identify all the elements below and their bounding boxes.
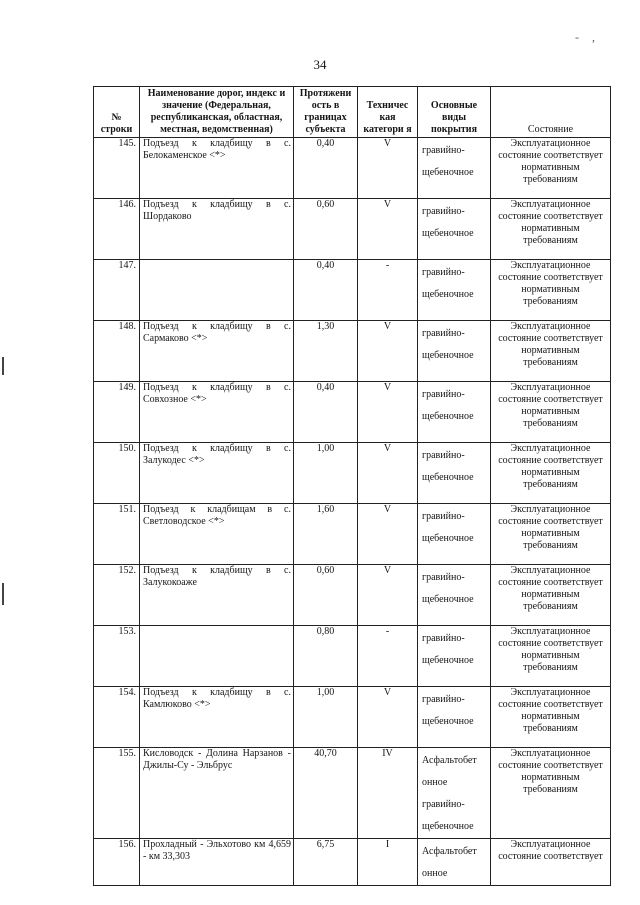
state-cell: Эксплуатационное состояние соответствует нормативным требованиям: [491, 382, 611, 443]
header-row-number: № строки: [94, 87, 140, 138]
category-cell: IV: [358, 748, 418, 839]
road-name-cell: Подъезд к кладбищу в с. Залукокоаже: [140, 565, 294, 626]
cover-text: щебеночное: [422, 821, 474, 832]
cover-text: гравийно-: [422, 511, 465, 522]
state-cell: Эксплуатационное состояние соответствует нормативным требованиям: [491, 138, 611, 199]
cover-text: гравийно-: [422, 799, 465, 810]
cover-text: щебеночное: [422, 411, 474, 422]
length-cell: 0,40: [294, 260, 358, 321]
road-name-cell: Прохладный - Эльхотово км 4,659 - км 33,303: [140, 839, 294, 886]
category-cell: V: [358, 382, 418, 443]
category-cell: V: [358, 199, 418, 260]
cover-text: онное: [422, 868, 448, 879]
length-cell: 0,60: [294, 199, 358, 260]
table-row: [94, 138, 611, 199]
cover-cell: [418, 138, 491, 199]
state-cell: Эксплуатационное состояние соответствует нормативным требованиям: [491, 748, 611, 839]
road-name-cell: Подъезд к кладбищам в с. Светловодское <*>: [140, 504, 294, 565]
cover-text: щебеночное: [422, 533, 474, 544]
row-number-cell: 149.: [94, 382, 140, 443]
cover-text: гравийно-: [422, 328, 465, 339]
table-row: [94, 687, 611, 748]
cover-cell: [418, 748, 491, 839]
row-number-cell: 147.: [94, 260, 140, 321]
state-cell: Эксплуатационное состояние соответствует нормативным требованиям: [491, 321, 611, 382]
header-state: Состояние: [491, 87, 611, 138]
length-cell: 0,80: [294, 626, 358, 687]
table-row: [94, 748, 611, 839]
road-name-cell: Кисловодск - Долина Нарзанов - Джилы-Су - Эльбрус: [140, 748, 294, 839]
header-cover: Основные виды покрытия: [418, 87, 491, 138]
state-cell: Эксплуатационное состояние соответствует нормативным требованиям: [491, 687, 611, 748]
road-name-cell: Подъезд к кладбищу в с. Камлюково <*>: [140, 687, 294, 748]
cover-cell: [418, 626, 491, 687]
cover-text: щебеночное: [422, 289, 474, 300]
scan-edge-mark: [2, 583, 4, 605]
category-cell: -: [358, 260, 418, 321]
row-number-cell: 153.: [94, 626, 140, 687]
page-number: 34: [313, 57, 327, 72]
cover-text: гравийно-: [422, 694, 465, 705]
corner-marks: - ,: [575, 30, 600, 44]
cover-text: Асфальтобет: [422, 846, 477, 857]
road-name-cell: Подъезд к кладбищу в с. Сармаково <*>: [140, 321, 294, 382]
row-number-cell: 152.: [94, 565, 140, 626]
cover-cell: [418, 443, 491, 504]
cover-cell: [418, 199, 491, 260]
header-category: Техничес кая категори я: [358, 87, 418, 138]
category-cell: I: [358, 839, 418, 886]
road-name-cell: Подъезд к кладбищу в с. Залукодес <*>: [140, 443, 294, 504]
category-cell: V: [358, 321, 418, 382]
state-cell: Эксплуатационное состояние соответствует нормативным требованиям: [491, 626, 611, 687]
cover-text: гравийно-: [422, 450, 465, 461]
state-cell: Эксплуатационное состояние соответствует нормативным требованиям: [491, 199, 611, 260]
state-cell: Эксплуатационное состояние соответствует: [491, 839, 611, 886]
length-cell: 0,60: [294, 565, 358, 626]
table-body: [94, 138, 611, 886]
table-row: [94, 260, 611, 321]
cover-text: щебеночное: [422, 228, 474, 239]
road-name-cell: Подъезд к кладбищу в с. Шордаково: [140, 199, 294, 260]
length-cell: 1,00: [294, 687, 358, 748]
road-name-cell: [140, 626, 294, 687]
cover-text: онное: [422, 777, 448, 788]
cover-text: гравийно-: [422, 267, 465, 278]
cover-text: щебеночное: [422, 655, 474, 666]
cover-text: гравийно-: [422, 389, 465, 400]
row-number-cell: 145.: [94, 138, 140, 199]
cover-text: щебеночное: [422, 716, 474, 727]
road-name-cell: [140, 260, 294, 321]
cover-cell: [418, 504, 491, 565]
length-cell: 1,60: [294, 504, 358, 565]
length-cell: 40,70: [294, 748, 358, 839]
state-cell: Эксплуатационное состояние соответствует нормативным требованиям: [491, 260, 611, 321]
cover-text: гравийно-: [422, 633, 465, 644]
state-cell: Эксплуатационное состояние соответствует нормативным требованиям: [491, 504, 611, 565]
road-name-cell: Подъезд к кладбищу в с. Совхозное <*>: [140, 382, 294, 443]
state-cell: Эксплуатационное состояние соответствует нормативным требованиям: [491, 443, 611, 504]
cover-cell: [418, 839, 491, 886]
table-row: [94, 504, 611, 565]
cover-cell: [418, 382, 491, 443]
cover-text: гравийно-: [422, 145, 465, 156]
row-number-cell: 148.: [94, 321, 140, 382]
length-cell: 1,30: [294, 321, 358, 382]
cover-cell: [418, 321, 491, 382]
length-cell: 6,75: [294, 839, 358, 886]
roads-table: [93, 86, 611, 886]
table-row: [94, 565, 611, 626]
cover-text: Асфальтобет: [422, 755, 477, 766]
table-row: [94, 626, 611, 687]
category-cell: V: [358, 138, 418, 199]
row-number-cell: 155.: [94, 748, 140, 839]
cover-text: щебеночное: [422, 167, 474, 178]
cover-text: гравийно-: [422, 206, 465, 217]
category-cell: V: [358, 443, 418, 504]
row-number-cell: 146.: [94, 199, 140, 260]
scan-edge-mark: [2, 357, 4, 375]
state-cell: Эксплуатационное состояние соответствует нормативным требованиям: [491, 565, 611, 626]
row-number-cell: 154.: [94, 687, 140, 748]
length-cell: 0,40: [294, 382, 358, 443]
road-name-cell: Подъезд к кладбищу в с. Белокаменское <*>: [140, 138, 294, 199]
category-cell: V: [358, 504, 418, 565]
table-row: [94, 839, 611, 886]
cover-cell: [418, 260, 491, 321]
row-number-cell: 156.: [94, 839, 140, 886]
length-cell: 0,40: [294, 138, 358, 199]
cover-text: щебеночное: [422, 472, 474, 483]
category-cell: V: [358, 687, 418, 748]
cover-text: щебеночное: [422, 594, 474, 605]
category-cell: V: [358, 565, 418, 626]
table-row: [94, 382, 611, 443]
cover-text: гравийно-: [422, 572, 465, 583]
row-number-cell: 151.: [94, 504, 140, 565]
header-road-name: Наименование дорог, индекс и значение (Федеральная, республиканская, областная, местная, ведомственная): [140, 87, 294, 138]
category-cell: -: [358, 626, 418, 687]
header-length: Протяжени ость в границах субъекта: [294, 87, 358, 138]
cover-cell: [418, 565, 491, 626]
table-header-row: [94, 87, 611, 138]
row-number-cell: 150.: [94, 443, 140, 504]
table-row: [94, 199, 611, 260]
length-cell: 1,00: [294, 443, 358, 504]
table-row: [94, 443, 611, 504]
cover-cell: [418, 687, 491, 748]
cover-text: щебеночное: [422, 350, 474, 361]
table-row: [94, 321, 611, 382]
